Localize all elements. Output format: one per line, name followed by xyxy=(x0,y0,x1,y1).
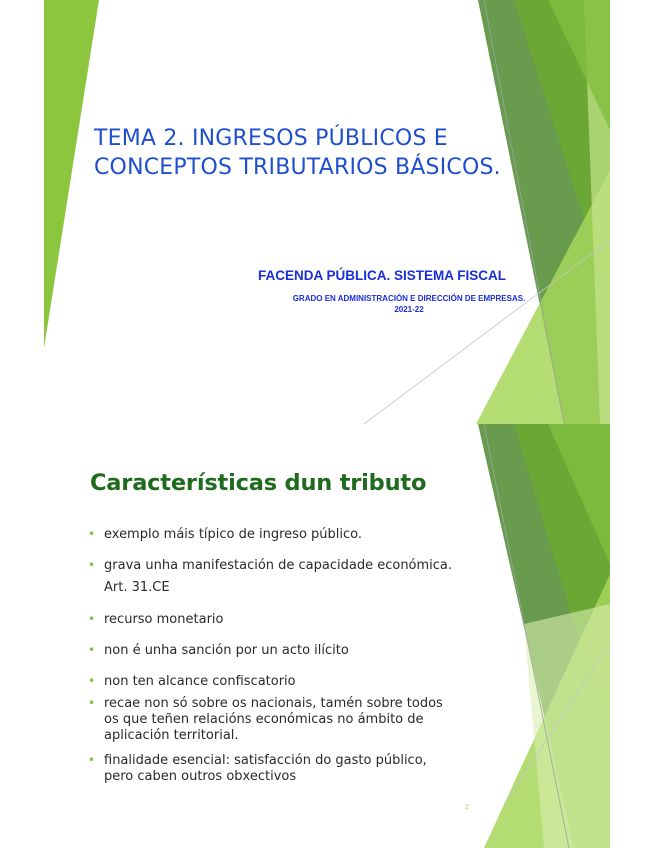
bullet-text: pero caben outros obxectivos xyxy=(104,769,297,784)
page-number: 2 xyxy=(465,804,469,811)
bullet-icon: • xyxy=(88,558,96,572)
bullet-text: recae non só sobre os nacionais, tamén sobre todos xyxy=(104,696,443,711)
bullet-text: os que teñen relacións económicas no ámbito de xyxy=(104,712,424,727)
bullet-text: grava unha manifestación de capacidade económica. xyxy=(104,558,453,573)
presentation-title xyxy=(94,124,514,182)
list-item xyxy=(88,612,518,628)
list-item xyxy=(88,527,518,543)
bullet-text: aplicación territorial. xyxy=(104,728,239,743)
bullet-text: exemplo máis típico de ingreso público. xyxy=(104,527,363,542)
bullet-text: non é unha sanción por un acto ilícito xyxy=(104,643,349,658)
bullet-text: recurso monetario xyxy=(104,612,224,627)
academic-year: 2021-22 xyxy=(394,305,424,314)
title-slide xyxy=(44,0,610,424)
bullet-text: finalidade esencial: satisfacción do gasto público, xyxy=(104,753,427,768)
degree-info xyxy=(244,293,574,315)
bullet-icon: • xyxy=(88,612,96,626)
bullet-icon: • xyxy=(88,753,96,767)
slide-heading: Características dun tributo xyxy=(90,470,427,496)
bullet-icon: • xyxy=(88,527,96,541)
list-item xyxy=(88,643,518,659)
left-green-triangle xyxy=(44,0,99,348)
list-item xyxy=(88,753,518,785)
bullet-icon: • xyxy=(88,643,96,657)
list-item xyxy=(88,696,518,744)
list-item xyxy=(88,674,518,690)
title-line: CONCEPTOS TRIBUTARIOS BÁSICOS. xyxy=(94,155,501,180)
content-slide xyxy=(44,424,610,848)
bullet-text: Art. 31.CE xyxy=(104,580,170,595)
list-item xyxy=(88,558,518,596)
course-subject: FACENDA PÚBLICA. SISTEMA FISCAL xyxy=(258,268,507,283)
bullet-icon: • xyxy=(88,696,96,710)
bullet-text: non ten alcance confiscatorio xyxy=(104,674,296,689)
slide1-decoration xyxy=(44,0,610,424)
bullet-icon: • xyxy=(88,674,96,688)
title-line: TEMA 2. INGRESOS PÚBLICOS E xyxy=(94,126,448,151)
degree-name: GRADO EN ADMINISTRACIÓN E DIRECCIÓN DE EMPRESAS. xyxy=(292,294,526,303)
